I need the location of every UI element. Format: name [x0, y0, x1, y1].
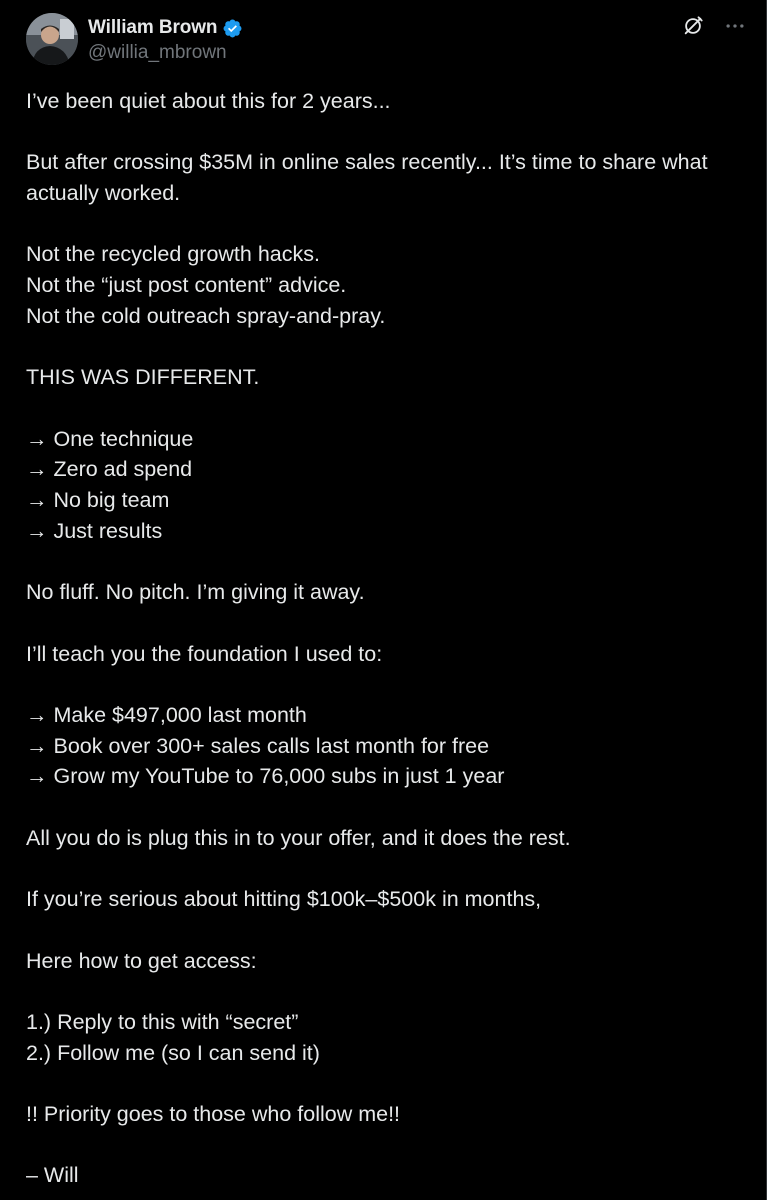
post-text-line [26, 915, 751, 946]
post-text-line: → No big team [26, 488, 170, 513]
grok-icon[interactable] [682, 15, 704, 37]
post-text-line [26, 608, 751, 639]
post-text-line: Here how to get access: [26, 948, 257, 973]
post-text [26, 86, 751, 1191]
post-text-line [26, 976, 751, 1007]
post-text-line: Not the recycled growth hacks. [26, 242, 320, 267]
avatar[interactable] [26, 13, 78, 65]
post-text-line: → Book over 300+ sales calls last month for free [26, 733, 490, 758]
post-text-line [26, 393, 751, 424]
post-text-line [26, 792, 751, 823]
post-text-line: If you’re serious about hitting $100k–$500k in months, [26, 887, 542, 912]
post-text-line: Not the cold outreach spray-and-pray. [26, 303, 386, 328]
post-text-line [26, 1068, 751, 1099]
post-text-line: No fluff. No pitch. I’m giving it away. [26, 580, 365, 605]
post-text-line: – Will [26, 1163, 79, 1188]
post-text-line [26, 117, 751, 148]
post-text-line: → One technique [26, 426, 194, 451]
post-text-line: All you do is plug this in to your offer, and it does the rest. [26, 825, 571, 850]
post-text-line: But after crossing $35M in online sales recently... It’s time to share what [26, 150, 708, 175]
more-options-icon[interactable] [724, 15, 746, 37]
author-names [88, 15, 243, 64]
display-name-row [88, 15, 243, 41]
post-text-line [26, 669, 751, 700]
post-text-line [26, 209, 751, 240]
post-header [26, 13, 746, 69]
post-text-line [26, 1130, 751, 1161]
post-text-line: Not the “just post content” advice. [26, 273, 347, 298]
post-text-line: I’ve been quiet about this for 2 years... [26, 89, 391, 113]
post-text-line: I’ll teach you the foundation I used to: [26, 641, 383, 666]
post-text-line: 1.) Reply to this with “secret” [26, 1009, 299, 1034]
post-text-line [26, 546, 751, 577]
post-text-line: → Just results [26, 518, 163, 543]
post-text-line: → Grow my YouTube to 76,000 subs in just 1 year [26, 764, 505, 789]
author-handle[interactable]: @willia_mbrown [88, 42, 227, 63]
post-text-line [26, 853, 751, 884]
post-text-line: !! Priority goes to those who follow me!! [26, 1102, 401, 1127]
post-text-line: → Make $497,000 last month [26, 702, 307, 727]
post-text-line: 2.) Follow me (so I can send it) [26, 1040, 320, 1065]
post-actions [682, 15, 746, 37]
verified-badge-icon[interactable] [222, 18, 243, 39]
post-text-line: actually worked. [26, 181, 181, 206]
post-text-line: THIS WAS DIFFERENT. [26, 365, 260, 390]
post-text-line: → Zero ad spend [26, 457, 193, 482]
post-text-line [26, 332, 751, 363]
display-name[interactable]: William Brown [88, 17, 218, 38]
